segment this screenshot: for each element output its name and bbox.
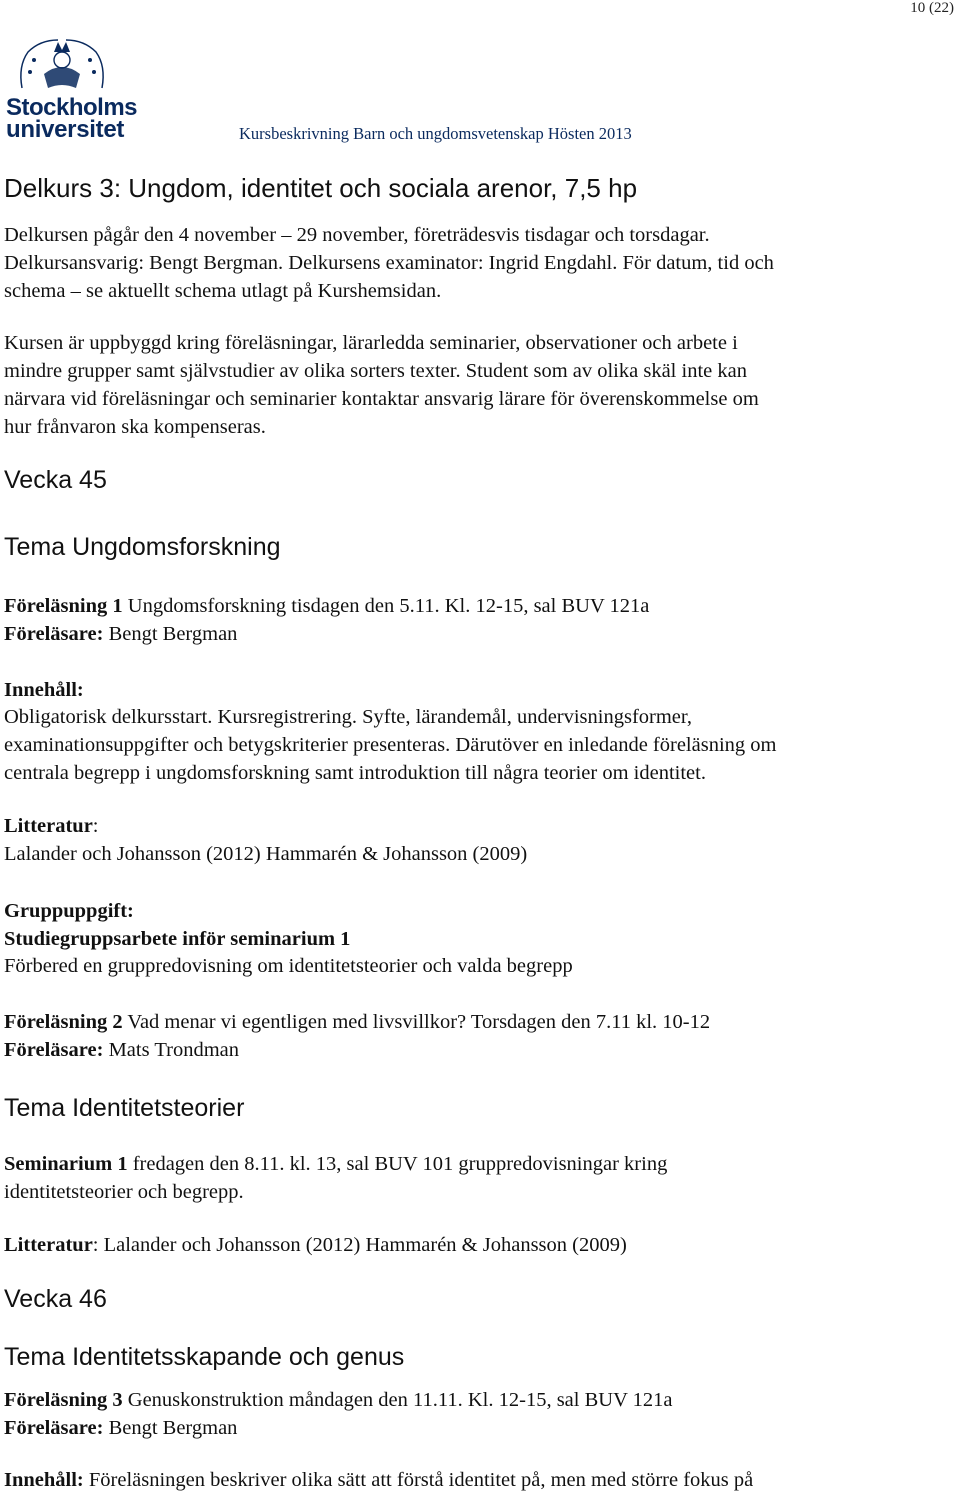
seminar1-label: Seminarium 1: [4, 1153, 128, 1175]
lecturer2-line: [4, 1036, 239, 1064]
content-label: Innehåll:: [4, 679, 84, 701]
theme-identitetsteorier: Tema Identitetsteorier: [4, 1094, 245, 1122]
lecture1-line: [4, 592, 649, 620]
logo-line1: Stockholms: [6, 94, 138, 121]
lecturer2-label: Föreläsare:: [4, 1039, 104, 1061]
content2-line: [4, 1466, 753, 1494]
literature-colon: :: [92, 815, 99, 837]
intro-line2: Delkursansvarig: Bengt Bergman. Delkursens examinator: Ingrid Engdahl. För datum, tid och: [4, 252, 774, 274]
document-header-title: Kursbeskrivning Barn och ungdomsvetenskap Hösten 2013: [239, 124, 632, 143]
content-line2: examinationsuppgifter och betygskriterier presenteras. Därutöver en inledande föreläsning om: [4, 734, 777, 756]
content-line3: centrala begrepp i ungdomsforskning samt introduktion till några teorier om identitet.: [4, 762, 706, 784]
group-task-title: Studiegruppsarbete inför seminarium 1: [4, 928, 351, 950]
content2-label: Innehåll:: [4, 1469, 84, 1491]
seminar1-line: [4, 1150, 667, 1178]
university-seal-icon: [14, 38, 110, 96]
lecturer1-line: [4, 620, 237, 648]
lecturer3-line: [4, 1414, 237, 1442]
university-logo: [4, 38, 138, 143]
lecturer1-label: Föreläsare:: [4, 623, 104, 645]
lecture2-text: Vad menar vi egentligen med livsvillkor? Torsdagen den 7.11 kl. 10-12: [122, 1011, 711, 1033]
lecturer1-name: Bengt Bergman: [103, 623, 238, 645]
lecture1-label: Föreläsning 1: [4, 595, 123, 617]
structure-line4: hur frånvaron ska kompenseras.: [4, 416, 266, 438]
literature-label: Litteratur: [4, 815, 93, 837]
literature-label-line: [4, 812, 99, 840]
literature2-text: : Lalander och Johansson (2012) Hammarén & Johansson (2009): [92, 1234, 627, 1256]
page-number: 10 (22): [910, 0, 954, 16]
lecturer3-name: Bengt Bergman: [103, 1417, 238, 1439]
literature2-label: Litteratur: [4, 1234, 93, 1256]
intro-line1: Delkursen pågår den 4 november – 29 november, företrädesvis tisdagar och torsdagar.: [4, 224, 710, 246]
lecture3-label: Föreläsning 3: [4, 1389, 123, 1411]
structure-line2: mindre grupper samt självstudier av olika sorters texter. Student som av olika skäl inte kan: [4, 360, 747, 382]
theme-ungdomsforskning: Tema Ungdomsforskning: [4, 533, 281, 561]
lecture2-line: [4, 1008, 710, 1036]
logo-line2: universitet: [6, 116, 125, 143]
content-line1: Obligatorisk delkursstart. Kursregistrering. Syfte, lärandemål, undervisningsformer,: [4, 706, 693, 728]
week46-heading: Vecka 46: [4, 1285, 107, 1313]
lecture3-line: [4, 1386, 672, 1414]
group-task-text: Förbered en gruppredovisning om identitetsteorier och valda begrepp: [4, 955, 573, 977]
structure-line3: närvara vid föreläsningar och seminarier kontaktar ansvarig lärare för överenskommelse om: [4, 388, 759, 410]
intro-line3: schema – se aktuellt schema utlagt på Kurshemsidan.: [4, 280, 442, 302]
lecture3-text: Genuskonstruktion måndagen den 11.11. Kl. 12-15, sal BUV 121a: [122, 1389, 673, 1411]
seminar1-text: fredagen den 8.11. kl. 13, sal BUV 101 gruppredovisningar kring: [127, 1153, 668, 1175]
week45-heading: Vecka 45: [4, 466, 107, 494]
theme-identitetsskapande: Tema Identitetsskapande och genus: [4, 1343, 405, 1371]
lecturer2-name: Mats Trondman: [103, 1039, 239, 1061]
structure-line1: Kursen är uppbyggd kring föreläsningar, lärarledda seminarier, observationer och arbete i: [4, 332, 738, 354]
literature2-line: [4, 1231, 627, 1259]
group-task-label: Gruppuppgift:: [4, 900, 134, 922]
seminar1-line2: identitetsteorier och begrepp.: [4, 1181, 244, 1203]
section-title: Delkurs 3: Ungdom, identitet och sociala arenor, 7,5 hp: [4, 173, 638, 203]
lecturer3-label: Föreläsare:: [4, 1417, 104, 1439]
lecture1-text: Ungdomsforskning tisdagen den 5.11. Kl. 12-15, sal BUV 121a: [122, 595, 650, 617]
content2-text: Föreläsningen beskriver olika sätt att förstå identitet på, men med större fokus på: [83, 1469, 754, 1491]
literature-text: Lalander och Johansson (2012) Hammarén & Johansson (2009): [4, 843, 528, 865]
lecture2-label: Föreläsning 2: [4, 1011, 123, 1033]
